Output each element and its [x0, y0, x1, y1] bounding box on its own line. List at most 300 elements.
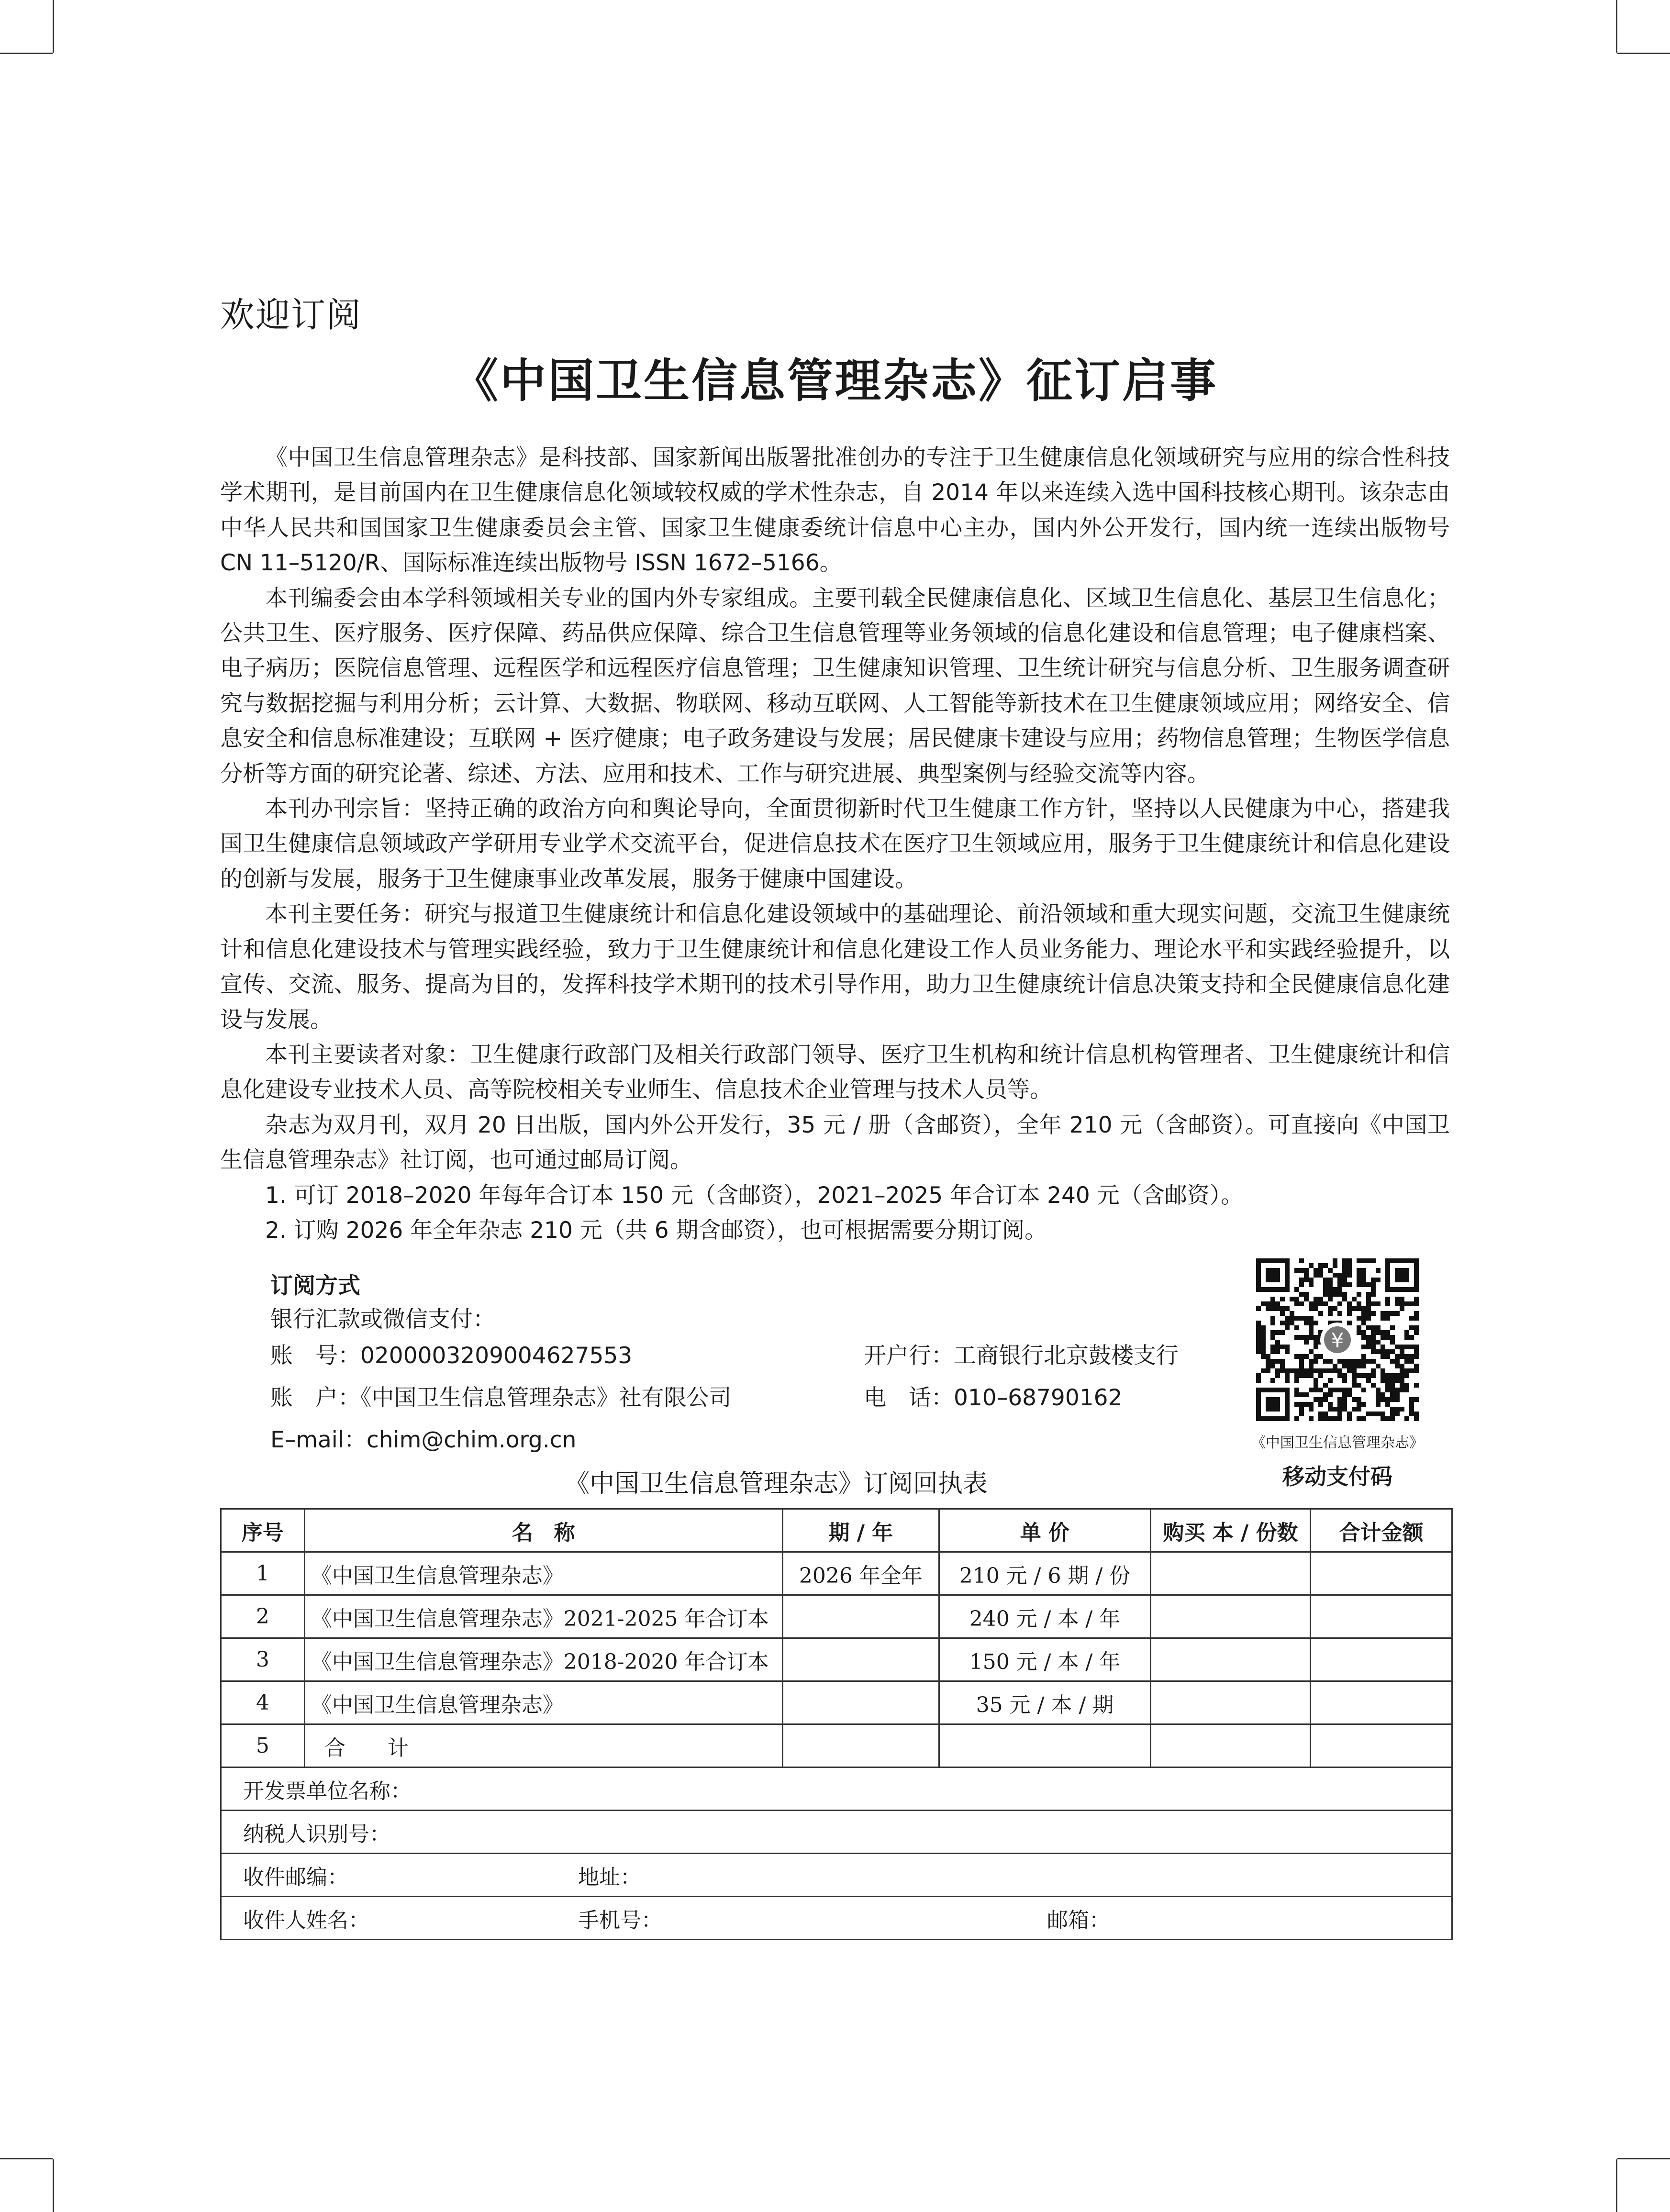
qr-module	[1309, 1349, 1314, 1354]
qr-module	[1261, 1335, 1266, 1340]
qr-module	[1414, 1301, 1419, 1306]
qr-module	[1299, 1282, 1304, 1287]
qr-module	[1371, 1412, 1376, 1416]
qr-module	[1337, 1397, 1342, 1402]
qr-module	[1376, 1397, 1381, 1402]
qr-module	[1270, 1345, 1275, 1349]
qr-module	[1304, 1316, 1309, 1321]
qr-module	[1404, 1345, 1409, 1349]
qr-module	[1294, 1325, 1299, 1330]
qr-module	[1366, 1335, 1371, 1340]
qr-module	[1390, 1359, 1395, 1364]
qr-module	[1404, 1383, 1409, 1388]
qr-module	[1347, 1282, 1352, 1287]
qr-module	[1347, 1392, 1352, 1397]
qr-module	[1404, 1416, 1409, 1421]
qr-module	[1385, 1397, 1390, 1402]
qr-module	[1400, 1373, 1404, 1378]
qr-module	[1390, 1349, 1395, 1354]
qr-module	[1376, 1364, 1381, 1368]
qr-module	[1371, 1311, 1376, 1316]
qr-module	[1376, 1340, 1381, 1345]
paragraph: 《中国卫生信息管理杂志》是科技部、国家新闻出版署批准创办的专注于卫生健康信息化领域研究与应用的综合性科技学术期刊，是目前国内在卫生健康信息化领域较权威的学术性杂志，自 2014 年以来连续入选中国科技核心期刊。该杂志由中华人民共和国国家卫生健康委员会主管、国家卫生健康委统计信息中心主办，国内外公开发行，国内统一连续出版物号 CN 11–5120/R、国际标准连续出版物号 ISSN 1672–5166。	[220, 445, 1450, 577]
table-row	[221, 1552, 1452, 1595]
qr-module	[1381, 1330, 1385, 1335]
qr-module	[1361, 1402, 1366, 1407]
qr-module	[1309, 1388, 1314, 1392]
qr-module	[1361, 1354, 1366, 1359]
qr-module	[1270, 1316, 1275, 1321]
qr-module	[1414, 1311, 1419, 1316]
qr-module	[1381, 1345, 1385, 1349]
qr-module	[1347, 1263, 1352, 1268]
qr-module	[1309, 1278, 1314, 1282]
qr-module	[1347, 1388, 1352, 1392]
qr-module	[1309, 1402, 1314, 1407]
qr-module	[1270, 1301, 1275, 1306]
qr-module	[1376, 1330, 1381, 1335]
qr-module	[1381, 1412, 1385, 1416]
qr-module	[1385, 1301, 1390, 1306]
qr-module	[1371, 1330, 1376, 1335]
qr-module	[1304, 1321, 1309, 1325]
qr-module	[1357, 1268, 1361, 1273]
qr-module	[1328, 1292, 1333, 1297]
qr-module	[1328, 1368, 1333, 1373]
column-header: 名 称	[304, 1509, 782, 1552]
qr-module	[1357, 1373, 1361, 1378]
qr-module	[1318, 1268, 1323, 1273]
qr-module	[1381, 1311, 1385, 1316]
qr-module	[1400, 1354, 1404, 1359]
qr-module	[1261, 1368, 1266, 1373]
qr-module	[1299, 1258, 1304, 1263]
qr-module	[1290, 1321, 1294, 1325]
qr-module	[1328, 1407, 1333, 1412]
qr-module	[1414, 1316, 1419, 1321]
qr-code-icon	[1256, 1258, 1419, 1421]
qr-module	[1395, 1392, 1400, 1397]
qr-module	[1285, 1373, 1290, 1378]
postcode-label: 收件邮编：	[243, 1865, 348, 1890]
qr-module	[1400, 1407, 1404, 1412]
qr-module	[1304, 1278, 1309, 1282]
qr-module	[1256, 1378, 1261, 1383]
qr-module	[1352, 1359, 1357, 1364]
paragraph: 本刊主要读者对象：卫生健康行政部门及相关行政部门领导、医疗卫生机构和统计信息机构管理者、卫生健康统计和信息化建设专业技术人员、高等院校相关专业师生、信息技术企业管理与技术人员等。	[220, 1041, 1450, 1103]
item-price: 150 元 / 本 / 年	[939, 1638, 1150, 1681]
quantity-cell[interactable]	[1150, 1681, 1311, 1724]
qr-module	[1266, 1364, 1270, 1368]
qr-module	[1261, 1349, 1266, 1354]
quantity-cell[interactable]	[1150, 1724, 1311, 1767]
qr-module	[1414, 1345, 1419, 1349]
qr-module	[1342, 1392, 1347, 1397]
qr-module	[1409, 1397, 1414, 1402]
qr-module	[1270, 1335, 1275, 1340]
qr-module	[1309, 1407, 1314, 1412]
qr-module	[1371, 1340, 1376, 1345]
qr-module	[1333, 1388, 1337, 1392]
qr-module	[1294, 1268, 1299, 1273]
qr-module	[1395, 1407, 1400, 1412]
qr-module	[1290, 1368, 1294, 1373]
qr-module	[1261, 1301, 1266, 1306]
qr-module	[1270, 1306, 1275, 1311]
crop-mark	[0, 53, 53, 54]
qr-module	[1366, 1378, 1371, 1383]
qr-module	[1366, 1373, 1371, 1378]
paragraph: 1. 可订 2018–2020 年每年合订本 150 元（含邮资），2021–2025 年合订本 240 元（含邮资）。	[265, 1182, 1244, 1209]
qr-module	[1414, 1297, 1419, 1301]
qr-module	[1285, 1321, 1290, 1325]
qr-module	[1390, 1392, 1395, 1397]
row-index: 5	[221, 1724, 305, 1767]
total-cell[interactable]	[1311, 1638, 1452, 1681]
qr-module	[1390, 1340, 1395, 1345]
item-period	[782, 1595, 939, 1638]
qr-module	[1371, 1359, 1376, 1364]
qr-module	[1261, 1340, 1266, 1345]
qr-module	[1385, 1383, 1390, 1388]
qr-module	[1304, 1354, 1309, 1359]
qr-module	[1314, 1335, 1318, 1340]
qr-module	[1414, 1397, 1419, 1402]
qr-module	[1361, 1416, 1366, 1421]
qr-module	[1357, 1282, 1361, 1287]
qr-module	[1371, 1282, 1376, 1287]
qr-module	[1328, 1268, 1333, 1273]
qr-module	[1381, 1349, 1385, 1354]
qr-module	[1414, 1325, 1419, 1330]
qr-module	[1314, 1306, 1318, 1311]
qr-module	[1304, 1292, 1309, 1297]
qr-module	[1385, 1416, 1390, 1421]
qr-module	[1299, 1292, 1304, 1297]
qr-module	[1376, 1392, 1381, 1397]
qr-module	[1347, 1258, 1352, 1263]
item-period	[782, 1724, 939, 1767]
recipient-field[interactable]	[221, 1897, 1452, 1940]
qr-module	[1318, 1416, 1323, 1421]
qr-module	[1261, 1345, 1266, 1349]
qr-module	[1395, 1297, 1400, 1301]
qr-module	[1357, 1402, 1361, 1407]
qr-module	[1256, 1325, 1261, 1330]
qr-module	[1309, 1321, 1314, 1325]
qr-module	[1270, 1364, 1275, 1368]
account-name: 账 户：《中国卫生信息管理杂志》社有限公司	[270, 1385, 732, 1411]
qr-module	[1414, 1416, 1419, 1421]
qr-module	[1390, 1388, 1395, 1392]
qr-module	[1366, 1282, 1371, 1287]
qr-module	[1371, 1368, 1376, 1373]
qr-module	[1414, 1354, 1419, 1359]
total-cell[interactable]	[1311, 1595, 1452, 1638]
qr-module	[1275, 1368, 1280, 1373]
qr-module	[1352, 1383, 1357, 1388]
table-header-row	[221, 1509, 1452, 1552]
qr-module	[1314, 1397, 1318, 1402]
qr-module	[1385, 1335, 1390, 1340]
qr-module	[1357, 1330, 1361, 1335]
qr-module	[1328, 1359, 1333, 1364]
qr-module	[1285, 1378, 1290, 1383]
qr-module	[1404, 1330, 1409, 1335]
qr-module	[1390, 1412, 1395, 1416]
total-cell[interactable]	[1311, 1552, 1452, 1595]
item-period	[782, 1681, 939, 1724]
qr-module	[1366, 1297, 1371, 1301]
qr-module	[1337, 1292, 1342, 1297]
qr-module	[1409, 1368, 1414, 1373]
qr-module	[1270, 1378, 1275, 1383]
qr-module	[1385, 1354, 1390, 1359]
qr-module	[1309, 1373, 1314, 1378]
qr-module	[1328, 1311, 1333, 1316]
qr-module	[1294, 1297, 1299, 1301]
qr-module	[1280, 1359, 1285, 1364]
qr-module	[1357, 1383, 1361, 1388]
qr-module	[1400, 1368, 1404, 1373]
qr-module	[1352, 1364, 1357, 1368]
item-price	[939, 1724, 1150, 1767]
qr-module	[1337, 1407, 1342, 1412]
qr-module	[1342, 1397, 1347, 1402]
qr-module	[1299, 1407, 1304, 1412]
qr-module	[1266, 1306, 1270, 1311]
qr-module	[1299, 1359, 1304, 1364]
qr-module	[1371, 1278, 1376, 1282]
quantity-cell[interactable]	[1150, 1552, 1311, 1595]
qr-module	[1328, 1402, 1333, 1407]
qr-module	[1266, 1368, 1270, 1373]
qr-module	[1381, 1378, 1385, 1383]
item-name: 《中国卫生信息管理杂志》	[304, 1681, 782, 1724]
qr-module	[1318, 1412, 1323, 1416]
qr-module	[1328, 1282, 1333, 1287]
qr-module	[1376, 1268, 1381, 1273]
total-cell[interactable]	[1311, 1724, 1452, 1767]
qr-module	[1347, 1301, 1352, 1306]
qr-module	[1275, 1349, 1280, 1354]
qr-module	[1314, 1340, 1318, 1345]
qr-module	[1409, 1325, 1414, 1330]
postcode-address-field[interactable]	[221, 1854, 1452, 1897]
qr-module	[1323, 1292, 1328, 1297]
qr-module	[1323, 1392, 1328, 1397]
qr-module	[1304, 1373, 1309, 1378]
postcode-address-row	[221, 1854, 1452, 1897]
qr-module	[1261, 1325, 1266, 1330]
qr-module	[1256, 1349, 1261, 1354]
qr-module	[1318, 1388, 1323, 1392]
qr-module	[1400, 1297, 1404, 1301]
table-row	[221, 1724, 1452, 1767]
quantity-cell[interactable]	[1150, 1638, 1311, 1681]
qr-module	[1333, 1287, 1337, 1292]
qr-module	[1390, 1397, 1395, 1402]
qr-module	[1366, 1258, 1371, 1263]
qr-module	[1304, 1335, 1309, 1340]
qr-module	[1357, 1325, 1361, 1330]
qr-module	[1280, 1345, 1285, 1349]
qr-module	[1275, 1340, 1280, 1345]
qr-module	[1275, 1330, 1280, 1335]
qr-module	[1352, 1368, 1357, 1373]
qr-module	[1299, 1301, 1304, 1306]
qr-module	[1352, 1397, 1357, 1402]
qr-module	[1280, 1368, 1285, 1373]
qr-module	[1409, 1335, 1414, 1340]
qr-module	[1337, 1388, 1342, 1392]
qr-module	[1323, 1278, 1328, 1282]
qr-module	[1314, 1345, 1318, 1349]
qr-module	[1309, 1364, 1314, 1368]
column-header: 购买 本 / 份数	[1150, 1509, 1311, 1552]
paragraph: 本刊编委会由本学科领域相关专业的国内外专家组成。主要刊载全民健康信息化、区域卫生信息化、基层卫生信息化；公共卫生、医疗服务、医疗保障、药品供应保障、综合卫生信息管理等业务领域的信息化建设和信息管理；电子健康档案、电子病历；医院信息管理、远程医学和远程医疗信息管理；卫生健康知识管理、卫生统计研究与信息分析、卫生服务调查研究与数据挖掘与利用分析；云计算、大数据、物联网、移动互联网、人工智能等新技术在卫生健康领域应用；网络安全、信息安全和信息标准建设；互联网 + 医疗健康；电子政务建设与发展；居民健康卡建设与应用；药物信息管理；生物医学信息分析等方面的研究论著、综述、方法、应用和技术、工作与研究进展、典型案例与经验交流等内容。	[220, 585, 1450, 787]
qr-module	[1357, 1316, 1361, 1321]
qr-module	[1337, 1282, 1342, 1287]
qr-module	[1270, 1349, 1275, 1354]
qr-module	[1309, 1282, 1314, 1287]
qr-module	[1357, 1306, 1361, 1311]
crop-mark	[53, 2159, 54, 2212]
qr-module	[1323, 1412, 1328, 1416]
qr-module	[1323, 1287, 1328, 1292]
qr-module	[1404, 1373, 1409, 1378]
qr-module	[1280, 1297, 1285, 1301]
qr-module	[1371, 1383, 1376, 1388]
qr-module	[1371, 1287, 1376, 1292]
qr-module	[1314, 1383, 1318, 1388]
qr-module	[1385, 1316, 1390, 1321]
qr-module	[1342, 1402, 1347, 1407]
qr-module	[1294, 1335, 1299, 1340]
qr-label: 移动支付码	[1282, 1464, 1392, 1489]
qr-module	[1404, 1301, 1409, 1306]
body-text	[220, 440, 1450, 1248]
qr-module	[1400, 1364, 1404, 1368]
qr-module	[1376, 1349, 1381, 1354]
invoice-name-row	[221, 1767, 1452, 1811]
qr-module	[1381, 1368, 1385, 1373]
qr-module	[1299, 1316, 1304, 1321]
taxpayer-id-field[interactable]	[221, 1811, 1452, 1854]
qr-module	[1342, 1388, 1347, 1392]
qr-module	[1361, 1258, 1366, 1263]
qr-module	[1395, 1388, 1400, 1392]
qr-module	[1266, 1359, 1270, 1364]
qr-module	[1318, 1397, 1323, 1402]
qr-module	[1333, 1273, 1337, 1278]
qr-module	[1299, 1368, 1304, 1373]
qr-module	[1309, 1416, 1314, 1421]
qr-module	[1333, 1407, 1337, 1412]
qr-module	[1280, 1321, 1285, 1325]
qr-module	[1294, 1378, 1299, 1383]
qr-module	[1357, 1292, 1361, 1297]
qr-module	[1404, 1354, 1409, 1359]
quantity-cell[interactable]	[1150, 1595, 1311, 1638]
qr-module	[1309, 1335, 1314, 1340]
qr-module	[1361, 1306, 1366, 1311]
qr-module	[1328, 1416, 1333, 1421]
qr-module	[1400, 1383, 1404, 1388]
qr-module	[1342, 1378, 1347, 1383]
qr-module	[1376, 1278, 1381, 1282]
qr-module	[1404, 1359, 1409, 1364]
kicker: 欢迎订阅	[220, 295, 362, 335]
qr-module	[1304, 1340, 1309, 1345]
qr-module	[1390, 1407, 1395, 1412]
qr-module	[1414, 1412, 1419, 1416]
qr-module	[1333, 1364, 1337, 1368]
qr-module	[1376, 1301, 1381, 1306]
qr-module	[1275, 1359, 1280, 1364]
qr-module	[1371, 1335, 1376, 1340]
qr-module	[1294, 1301, 1299, 1306]
qr-module	[1266, 1301, 1270, 1306]
qr-module	[1371, 1325, 1376, 1330]
qr-module	[1381, 1354, 1385, 1359]
qr-module	[1314, 1321, 1318, 1325]
item-name: 《中国卫生信息管理杂志》	[304, 1552, 782, 1595]
qr-module	[1342, 1359, 1347, 1364]
qr-module	[1314, 1273, 1318, 1278]
qr-module	[1400, 1306, 1404, 1311]
qr-module	[1256, 1345, 1261, 1349]
qr-module	[1309, 1301, 1314, 1306]
invoice-name-field[interactable]	[221, 1767, 1452, 1811]
qr-module	[1314, 1354, 1318, 1359]
qr-module	[1299, 1412, 1304, 1416]
qr-module	[1400, 1349, 1404, 1354]
qr-module	[1285, 1349, 1290, 1354]
qr-module	[1366, 1306, 1371, 1311]
subscription-receipt-table	[220, 1508, 1453, 1940]
qr-module	[1261, 1330, 1266, 1335]
qr-module	[1333, 1258, 1337, 1263]
column-header: 合计金额	[1311, 1509, 1452, 1552]
qr-module	[1366, 1311, 1371, 1316]
qr-module	[1314, 1359, 1318, 1364]
item-name: 《中国卫生信息管理杂志》2021-2025 年合订本	[304, 1595, 782, 1638]
qr-module	[1314, 1368, 1318, 1373]
qr-module	[1385, 1373, 1390, 1378]
qr-module	[1256, 1306, 1261, 1311]
qr-module	[1333, 1292, 1337, 1297]
qr-module	[1280, 1306, 1285, 1311]
row-index: 1	[221, 1552, 305, 1595]
qr-module	[1390, 1335, 1395, 1340]
qr-module	[1294, 1402, 1299, 1407]
qr-module	[1366, 1345, 1371, 1349]
qr-module	[1309, 1359, 1314, 1364]
qr-module	[1256, 1321, 1261, 1325]
qr-module	[1328, 1306, 1333, 1311]
qr-module	[1290, 1311, 1294, 1316]
qr-module	[1256, 1335, 1261, 1340]
qr-module	[1357, 1273, 1361, 1278]
total-cell[interactable]	[1311, 1681, 1452, 1724]
qr-module	[1352, 1378, 1357, 1383]
qr-module	[1371, 1292, 1376, 1297]
qr-module	[1371, 1345, 1376, 1349]
qr-module	[1309, 1330, 1314, 1335]
qr-module	[1337, 1412, 1342, 1416]
qr-module	[1361, 1335, 1366, 1340]
